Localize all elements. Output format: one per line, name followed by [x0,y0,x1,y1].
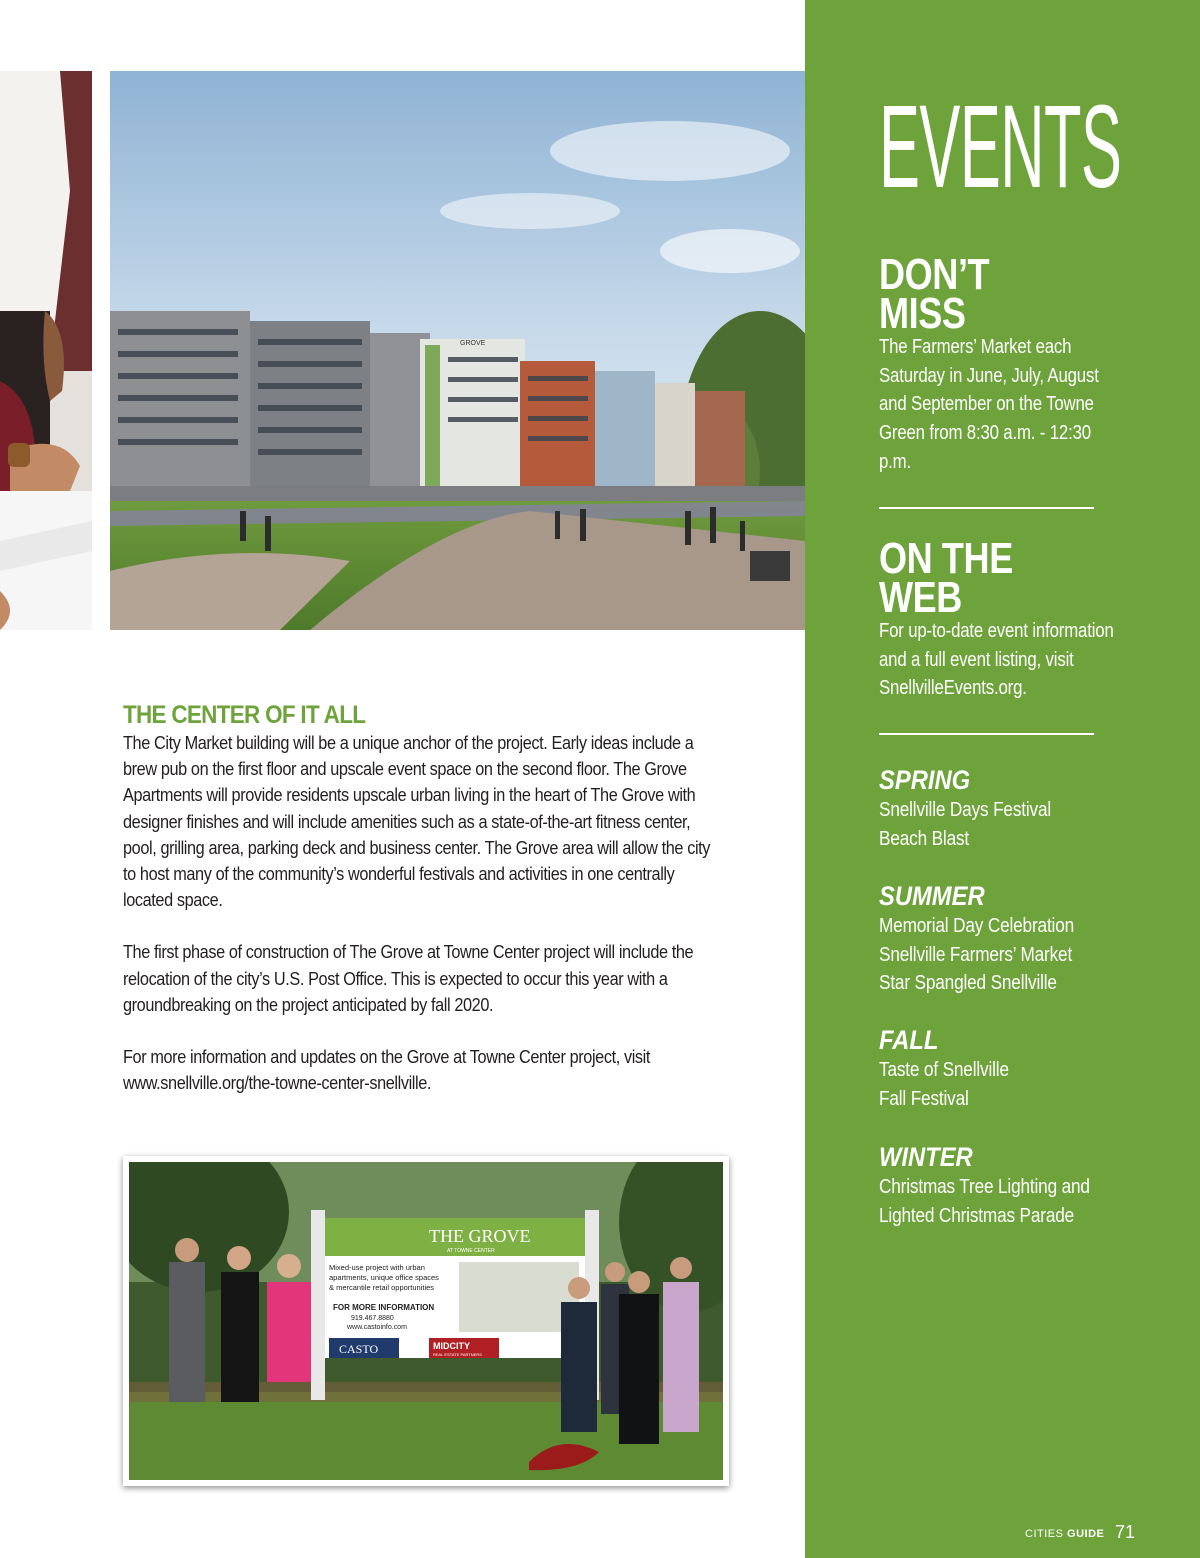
page-number: 71 [1115,1522,1136,1542]
season-summer [879,880,1199,998]
signing-photo [0,71,92,630]
season-name: WINTER [879,1142,973,1172]
sign-logo-midcity-sub: REAL ESTATE PARTNERS [433,1352,482,1357]
folio [1025,1528,1104,1540]
grove-rendering-art [110,71,805,630]
event-item: Lighted Christmas Parade [879,1203,1075,1227]
article-paragraph: For more information and updates on the Grove at Towne Center project, visit www.snellville.org/the-towne-center-snellville. [123,1046,651,1094]
article-title: THE CENTER OF IT ALL [123,701,366,729]
sign-line: & mercantile retail opportunities [329,1283,435,1292]
season-fall [879,1024,1199,1113]
season-name: SUMMER [879,881,985,911]
events-title: EVENTS [879,81,1122,213]
sign-subtitle: AT TOWNE CENTER [447,1248,495,1254]
sign-logo-casto: CASTO [339,1342,379,1356]
divider [879,507,1094,509]
on-the-web-line: and a full event listing, visit [879,648,1074,671]
article [123,700,723,1096]
folio-bold: GUIDE [1067,1528,1105,1540]
on-the-web-text [879,617,1165,703]
season-name: FALL [879,1025,939,1055]
event-item: Snellville Farmers’ Market [879,942,1073,966]
on-the-web-section [879,534,1179,703]
dont-miss-line: Saturday in June, July, August [879,364,1099,387]
on-the-web-line: For up-to-date event information [879,620,1114,642]
grove-rendering-photo [110,71,805,630]
events-sidebar [805,0,1200,1558]
sign-line: Mixed-use project with urban [329,1263,425,1272]
event-item: Star Spangled Snellville [879,971,1057,994]
building-sign: GROVE [460,340,486,347]
event-item: Christmas Tree Lighting and [879,1175,1090,1198]
sign-line: apartments, unique office spaces [329,1273,439,1282]
dont-miss-heading: DON’T [879,250,990,299]
dont-miss-line: Green from 8:30 a.m. - 12:30 [879,422,1091,445]
article-paragraph: The first phase of construction of The Grove at Towne Center project will include the relocation of the city’s U.S. Post Office. This is expected to occur this year with a groundbreaking on the project anticipated by fall 2020. [123,941,694,1015]
season-spring [879,764,1199,853]
folio-prefix: CITIES [1025,1528,1068,1540]
sign-phone: 919.467.8880 [351,1315,394,1322]
sign-logo-midcity: MIDCITY [433,1341,470,1351]
groundbreaking-photo [123,1156,729,1486]
groundbreaking-photo-art [129,1162,723,1480]
dont-miss-line: p.m. [879,450,912,473]
on-the-web-line: SnellvilleEvents.org. [879,677,1027,700]
sign-info-label: FOR MORE INFORMATION [333,1303,435,1312]
divider [879,733,1094,735]
event-item: Beach Blast [879,826,970,850]
event-item: Fall Festival [879,1086,969,1110]
dont-miss-line: and September on the Towne [879,393,1094,416]
article-paragraph: The City Market building will be a unique anchor of the project. Early ideas include a brew pub on the first floor and upscale event space on the second floor. The Grove Apartments will provide residents upscale urban living in the heart of The Grove with designer finishes and will include amenities such as a state-of-the-art fitness center, pool, grilling area, parking deck and business center. The Grove area will allow the city to host many of the community’s wonderful festivals and activities in one centrally located space. [123,732,711,911]
on-the-web-heading: WEB [879,573,962,622]
event-item: Memorial Day Celebration [879,914,1075,937]
season-winter [879,1141,1199,1230]
event-item: Snellville Days Festival [879,798,1052,821]
dont-miss-line: The Farmers’ Market each [879,336,1072,358]
season-name: SPRING [879,765,971,795]
dont-miss-heading: MISS [879,289,966,338]
on-the-web-heading: ON THE [879,534,1013,583]
sign-site: www.castoinfo.com [347,1324,407,1331]
dont-miss-text [879,333,1165,477]
dont-miss-section [879,250,1179,477]
sign-title: THE GROVE [429,1226,531,1246]
signing-photo-art [0,71,92,630]
event-item: Taste of Snellville [879,1058,1009,1081]
